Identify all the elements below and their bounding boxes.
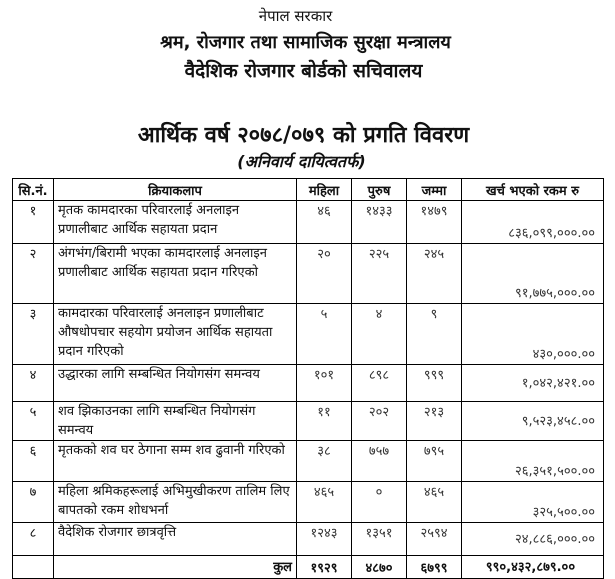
table-row — [13, 201, 604, 244]
row-sn: ३ — [13, 304, 54, 365]
table-row — [13, 441, 604, 482]
row-activity: शव झिकाउनका लागि सम्बन्धित नियोगसंग समन्वय — [54, 402, 297, 441]
row-male: १३५१ — [352, 523, 407, 556]
col-header-total: जम्मा — [407, 179, 462, 201]
row-female: २० — [297, 244, 352, 304]
row-amount: २४,८८६,०००.०० — [462, 523, 604, 556]
row-male: ७५७ — [352, 441, 407, 482]
row-total: ९ — [407, 304, 462, 365]
row-amount: ८३६,०९९,०००.०० — [462, 201, 604, 244]
row-total: ७९५ — [407, 441, 462, 482]
row-male: ० — [352, 482, 407, 523]
total-sn-empty — [13, 556, 54, 579]
report-subtitle: (अनिवार्य दायित्वतर्फ) — [237, 152, 366, 171]
row-sn: ८ — [13, 523, 54, 556]
row-male: २०२ — [352, 402, 407, 441]
row-female: ५ — [297, 304, 352, 365]
row-female: १०१ — [297, 365, 352, 402]
progress-table — [12, 178, 604, 579]
table-row — [13, 482, 604, 523]
row-amount: ३२५,५००.०० — [462, 482, 604, 523]
row-amount: २६,३५१,५००.०० — [462, 441, 604, 482]
row-amount: ९,५२३,४५८.०० — [462, 402, 604, 441]
table-row — [13, 365, 604, 402]
row-total: २५९४ — [407, 523, 462, 556]
row-female: ३८ — [297, 441, 352, 482]
row-sn: २ — [13, 244, 54, 304]
row-activity: मृतकको शव घर ठेगाना सम्म शव ढुवानी गरिएको — [54, 441, 297, 482]
row-male: १४३३ — [352, 201, 407, 244]
government-name: नेपाल सरकार — [258, 7, 333, 25]
total-total: ६७९९ — [407, 556, 462, 579]
row-male: २२५ — [352, 244, 407, 304]
row-activity: कामदारका परिवारलाई अनलाइन प्रणालीबाट औषधोपचार सहयोग प्रयोजन आर्थिक सहायता प्रदान गरिएको — [54, 304, 297, 365]
total-amount: ९९०,४३२,८७९.०० — [462, 556, 604, 579]
row-female: ४६५ — [297, 482, 352, 523]
table-header-row — [13, 179, 604, 201]
row-sn: ५ — [13, 402, 54, 441]
table-row — [13, 402, 604, 441]
col-header-sn: सि.नं. — [13, 179, 54, 201]
row-total: २१३ — [407, 402, 462, 441]
row-activity: मृतक कामदारका परिवारलाई अनलाइन प्रणालीबाट आर्थिक सहायता प्रदान — [54, 201, 297, 244]
row-female: १२४३ — [297, 523, 352, 556]
table-row — [13, 304, 604, 365]
report-title: आर्थिक वर्ष २०७८/०७९ को प्रगति विवरण — [137, 123, 470, 148]
col-header-female: महिला — [297, 179, 352, 201]
row-amount: १,०४२,४२१.०० — [462, 365, 604, 402]
row-amount: ९१,७७५,०००.०० — [462, 244, 604, 304]
col-header-male: पुरुष — [352, 179, 407, 201]
row-activity: अंगभंग/बिरामी भएका कामदारलाई अनलाइन प्रणालीबाट आर्थिक सहायता प्रदान गरिएको — [54, 244, 297, 304]
total-label: कुल — [54, 556, 297, 579]
row-total: १४७९ — [407, 201, 462, 244]
row-total: ९९९ — [407, 365, 462, 402]
row-sn: १ — [13, 201, 54, 244]
office-name: वैदेशिक रोजगार बोर्डको सचिवालय — [184, 60, 423, 82]
row-female: ४६ — [297, 201, 352, 244]
table-row — [13, 244, 604, 304]
ministry-name: श्रम, रोजगार तथा सामाजिक सुरक्षा मन्त्रालय — [160, 32, 451, 53]
table-total-row — [13, 556, 604, 579]
row-activity: उद्धारका लागि सम्बन्धित नियोगसंग समन्वय — [54, 365, 297, 402]
row-total: २४५ — [407, 244, 462, 304]
row-sn: ६ — [13, 441, 54, 482]
row-amount: ४३०,०००.०० — [462, 304, 604, 365]
row-male: ८९८ — [352, 365, 407, 402]
row-total: ४६५ — [407, 482, 462, 523]
table-row — [13, 523, 604, 556]
row-sn: ७ — [13, 482, 54, 523]
row-activity: वैदेशिक रोजगार छात्रवृत्ति — [54, 523, 297, 556]
total-male: ४८७० — [352, 556, 407, 579]
row-sn: ४ — [13, 365, 54, 402]
col-header-activity: क्रियाकलाप — [54, 179, 297, 201]
total-female: १९२९ — [297, 556, 352, 579]
row-female: ११ — [297, 402, 352, 441]
row-activity: महिला श्रमिकहरूलाई अभिमुखीकरण तालिम लिए बापतको रकम शोधभर्ना — [54, 482, 297, 523]
row-male: ४ — [352, 304, 407, 365]
col-header-amount: खर्च भएको रकम रु — [462, 179, 604, 201]
